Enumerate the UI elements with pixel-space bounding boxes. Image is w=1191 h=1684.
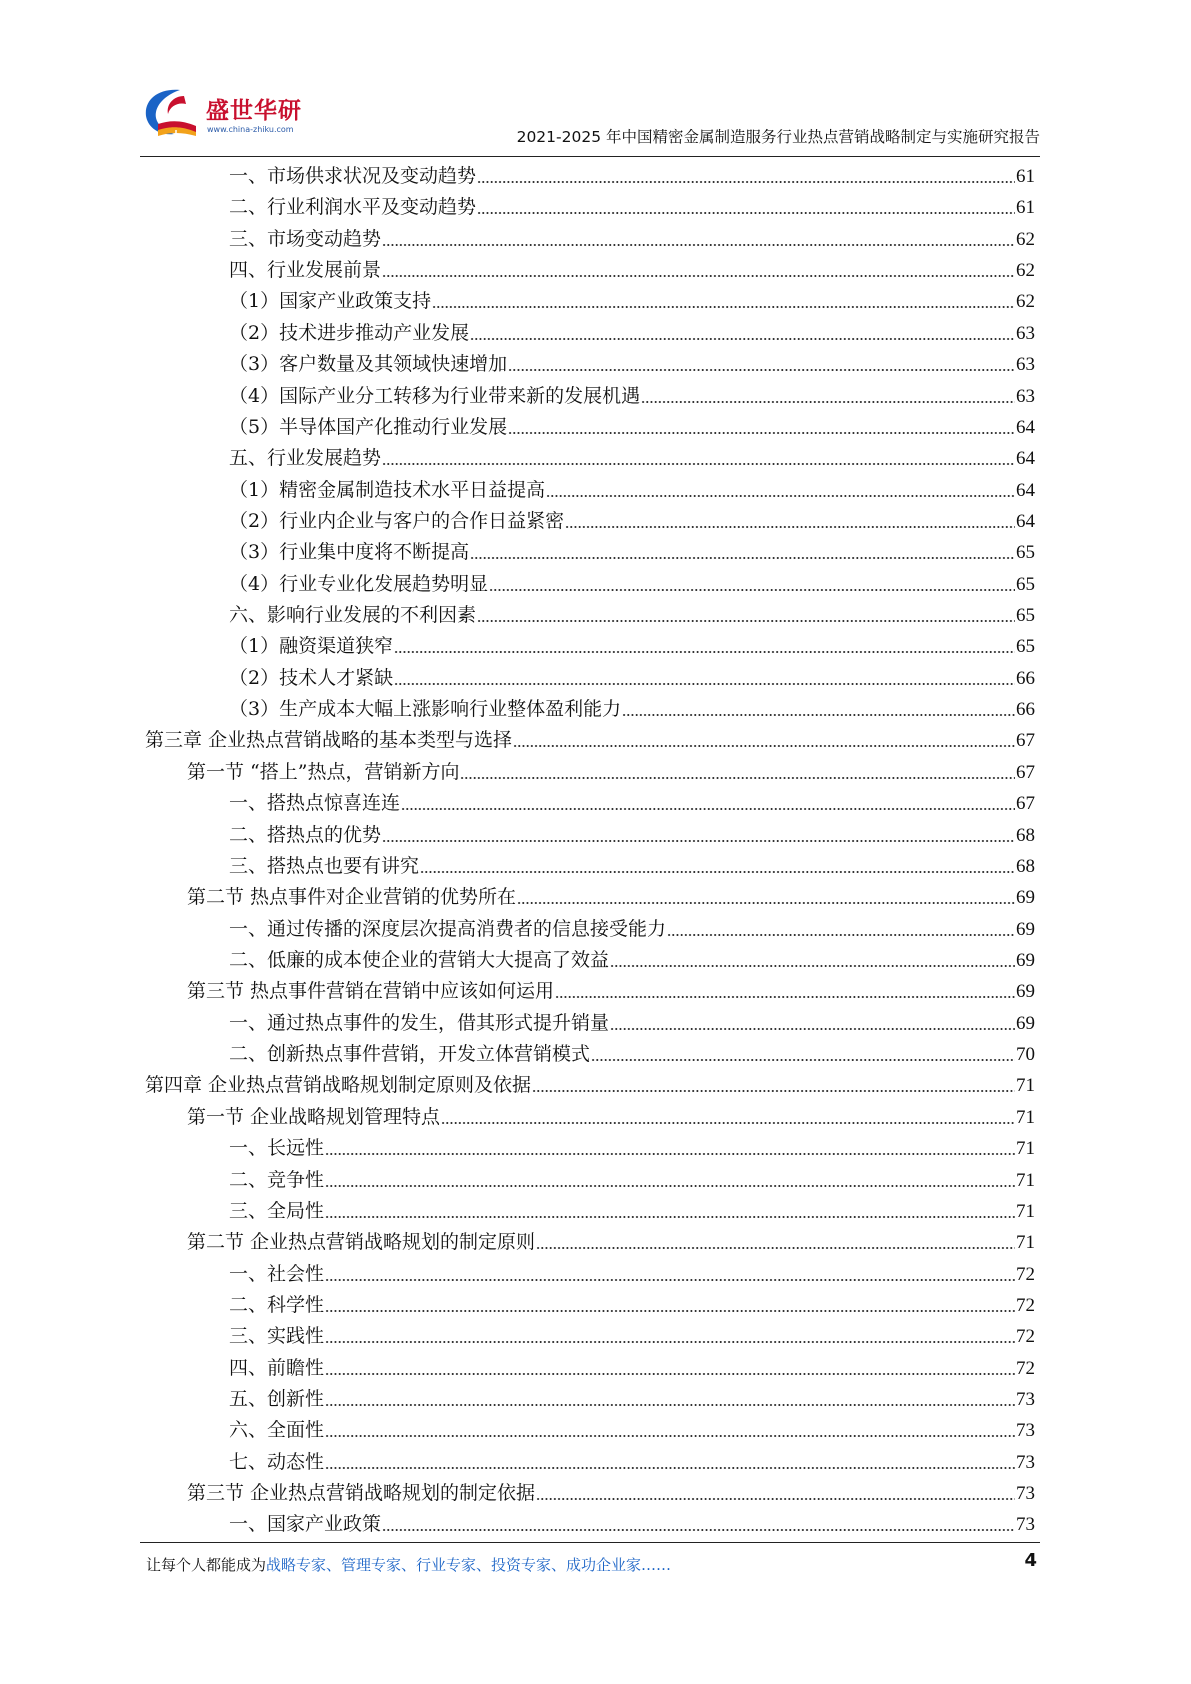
toc-entry[interactable] — [145, 1038, 1035, 1069]
toc-entry-page: 61 — [1016, 166, 1035, 187]
toc-leader-dots — [508, 350, 1015, 372]
toc-entry-label: 第二节 企业热点营销战略规划的制定原则 — [187, 1231, 536, 1254]
toc-entry-label: （1）国家产业政策支持 — [229, 290, 432, 313]
toc-leader-dots — [325, 1260, 1015, 1282]
toc-entry-label: 七、动态性 — [229, 1450, 325, 1473]
toc-entry[interactable] — [145, 1289, 1035, 1320]
company-logo — [140, 78, 310, 148]
toc-entry[interactable] — [145, 1132, 1035, 1163]
toc-entry-page: 69 — [1016, 1012, 1035, 1034]
toc-entry[interactable] — [145, 191, 1035, 222]
toc-entry-page: 62 — [1016, 291, 1035, 313]
toc-entry[interactable] — [145, 944, 1035, 975]
logo-name: 盛世华研 — [206, 98, 302, 124]
toc-entry[interactable] — [145, 819, 1035, 850]
toc-entry-label: （3）行业集中度将不断提高 — [229, 541, 470, 564]
toc-entry-label: 四、前瞻性 — [229, 1356, 325, 1379]
toc-entry[interactable] — [145, 285, 1035, 316]
toc-entry[interactable] — [145, 442, 1035, 473]
toc-entry[interactable] — [145, 662, 1035, 693]
toc-entry[interactable] — [145, 1446, 1035, 1477]
footer-slogan — [146, 1554, 671, 1575]
toc-entry[interactable] — [145, 411, 1035, 442]
toc-entry-label: 三、市场变动趋势 — [229, 227, 382, 250]
toc-leader-dots — [325, 1322, 1015, 1344]
toc-leader-dots — [382, 444, 1015, 466]
toc-entry-page: 65 — [1016, 605, 1035, 627]
toc-entry-page: 64 — [1016, 448, 1035, 470]
toc-leader-dots — [382, 821, 1015, 843]
toc-entry-label: （1）融资渠道狭窄 — [229, 635, 394, 658]
toc-leader-dots — [513, 726, 1015, 748]
toc-entry-page: 66 — [1016, 667, 1035, 689]
toc-leader-dots — [622, 695, 1015, 717]
toc-entry-page: 72 — [1016, 1326, 1035, 1348]
toc-leader-dots — [401, 789, 1015, 811]
toc-entry[interactable] — [145, 505, 1035, 536]
logo-emblem-icon — [140, 84, 204, 144]
toc-leader-dots — [477, 162, 1015, 184]
toc-entry-page: 73 — [1016, 1451, 1035, 1473]
toc-entry-label: 三、实践性 — [229, 1325, 325, 1348]
toc-entry[interactable] — [145, 474, 1035, 505]
toc-entry-label: （2）行业内企业与客户的合作日益紧密 — [229, 509, 565, 532]
toc-entry[interactable] — [145, 1101, 1035, 1132]
toc-entry[interactable] — [145, 599, 1035, 630]
page-number: 4 — [1024, 1550, 1037, 1571]
toc-entry-label: 二、竞争性 — [229, 1168, 325, 1191]
toc-entry[interactable] — [145, 348, 1035, 379]
toc-entry-label: 五、创新性 — [229, 1388, 325, 1411]
toc-entry-label: 第一节 企业战略规划管理特点 — [187, 1105, 441, 1128]
toc-entry-page: 69 — [1016, 949, 1035, 971]
toc-leader-dots — [667, 915, 1015, 937]
toc-entry[interactable] — [145, 1226, 1035, 1257]
toc-entry-page: 65 — [1016, 573, 1035, 595]
toc-entry-label: 一、通过传播的深度层次提高消费者的信息接受能力 — [229, 917, 667, 940]
toc-entry-label: 二、行业利润水平及变动趋势 — [229, 196, 477, 219]
toc-entry-page: 71 — [1016, 1232, 1035, 1254]
toc-entry-label: 第四章 企业热点营销战略规划制定原则及依据 — [145, 1074, 532, 1097]
toc-entry-page: 67 — [1016, 761, 1035, 783]
toc-entry-label: （2）技术人才紧缺 — [229, 666, 394, 689]
toc-entry-page: 73 — [1016, 1514, 1035, 1536]
toc-leader-dots — [489, 570, 1015, 592]
toc-entry-page: 69 — [1016, 918, 1035, 940]
toc-entry-page: 61 — [1016, 197, 1035, 219]
table-of-contents — [145, 160, 1035, 1540]
toc-leader-dots — [325, 1448, 1015, 1470]
toc-entry-label: 一、国家产业政策 — [229, 1513, 382, 1536]
toc-entry-label: （4）国际产业分工转移为行业带来新的发展机遇 — [229, 384, 641, 407]
toc-entry[interactable] — [145, 1383, 1035, 1414]
toc-entry[interactable] — [145, 160, 1035, 191]
toc-entry-page: 62 — [1016, 228, 1035, 250]
toc-entry[interactable] — [145, 1477, 1035, 1508]
toc-leader-dots — [394, 632, 1015, 654]
toc-leader-dots — [508, 413, 1015, 435]
toc-entry-page: 64 — [1016, 510, 1035, 532]
toc-leader-dots — [382, 256, 1015, 278]
toc-leader-dots — [325, 1385, 1015, 1407]
toc-leader-dots — [420, 852, 1015, 874]
toc-entry-page: 72 — [1016, 1263, 1035, 1285]
footer-slogan-prefix: 让每个人都能成为 — [146, 1556, 267, 1574]
toc-leader-dots — [610, 946, 1015, 968]
toc-entry[interactable] — [145, 1352, 1035, 1383]
toc-entry[interactable] — [145, 223, 1035, 254]
toc-leader-dots — [325, 1197, 1015, 1219]
footer-divider — [140, 1542, 1040, 1543]
toc-entry-label: （4）行业专业化发展趋势明显 — [229, 572, 489, 595]
toc-entry[interactable] — [145, 756, 1035, 787]
toc-entry-label: 一、长远性 — [229, 1137, 325, 1160]
toc-entry[interactable] — [145, 1320, 1035, 1351]
toc-entry[interactable] — [145, 850, 1035, 881]
toc-entry-page: 65 — [1016, 636, 1035, 658]
toc-entry[interactable] — [145, 1069, 1035, 1100]
toc-entry-label: （2）技术进步推动产业发展 — [229, 321, 470, 344]
toc-leader-dots — [517, 883, 1015, 905]
toc-entry[interactable] — [145, 1414, 1035, 1445]
toc-entry-page: 71 — [1016, 1138, 1035, 1160]
toc-leader-dots — [382, 1510, 1015, 1532]
toc-leader-dots — [394, 664, 1015, 686]
toc-entry-label: 二、搭热点的优势 — [229, 823, 382, 846]
toc-leader-dots — [565, 507, 1015, 529]
toc-entry-label: 三、搭热点也要有讲究 — [229, 854, 420, 877]
toc-entry-label: 二、低廉的成本使企业的营销大大提高了效益 — [229, 948, 610, 971]
toc-entry[interactable] — [145, 913, 1035, 944]
toc-leader-dots — [470, 319, 1015, 341]
toc-entry[interactable] — [145, 536, 1035, 567]
header-divider — [140, 156, 1040, 157]
toc-entry-page: 72 — [1016, 1357, 1035, 1379]
toc-leader-dots — [641, 382, 1015, 404]
toc-leader-dots — [460, 758, 1015, 780]
toc-leader-dots — [536, 1479, 1015, 1501]
toc-entry-page: 68 — [1016, 824, 1035, 846]
toc-entry-page: 71 — [1016, 1200, 1035, 1222]
toc-entry[interactable] — [145, 693, 1035, 724]
toc-entry-label: 一、通过热点事件的发生，借其形式提升销量 — [229, 1011, 610, 1034]
toc-entry[interactable] — [145, 317, 1035, 348]
toc-entry-label: 一、搭热点惊喜连连 — [229, 792, 401, 815]
footer-slogan-highlight: 战略专家、管理专家、行业专家、投资专家、成功企业家…… — [266, 1556, 672, 1574]
toc-entry-label: （3）客户数量及其领域快速增加 — [229, 353, 508, 376]
toc-entry-page: 63 — [1016, 385, 1035, 407]
toc-leader-dots — [477, 193, 1015, 215]
toc-entry-page: 71 — [1016, 1169, 1035, 1191]
toc-entry-label: 一、市场供求状况及变动趋势 — [229, 165, 477, 187]
toc-leader-dots — [546, 476, 1015, 498]
toc-leader-dots — [536, 1228, 1015, 1250]
page-header — [140, 78, 1040, 150]
toc-entry[interactable] — [145, 568, 1035, 599]
toc-entry-label: 第一节 “搭上”热点，营销新方向 — [187, 760, 460, 783]
toc-entry-label: 第三节 热点事件营销在营销中应该如何运用 — [187, 980, 555, 1003]
toc-entry-page: 63 — [1016, 354, 1035, 376]
toc-entry-page: 68 — [1016, 855, 1035, 877]
toc-entry[interactable] — [145, 724, 1035, 755]
toc-leader-dots — [382, 225, 1015, 247]
toc-entry[interactable] — [145, 380, 1035, 411]
toc-entry-page: 62 — [1016, 260, 1035, 282]
toc-entry[interactable] — [145, 881, 1035, 912]
toc-leader-dots — [441, 1103, 1015, 1125]
logo-url: www.china-zhiku.com — [207, 125, 294, 134]
toc-entry-page: 67 — [1016, 793, 1035, 815]
toc-entry-label: （3）生产成本大幅上涨影响行业整体盈利能力 — [229, 698, 622, 721]
toc-leader-dots — [591, 1040, 1015, 1062]
toc-entry-page: 63 — [1016, 322, 1035, 344]
toc-entry[interactable] — [145, 975, 1035, 1006]
toc-entry-page: 67 — [1016, 730, 1035, 752]
toc-entry-page: 69 — [1016, 887, 1035, 909]
toc-leader-dots — [555, 977, 1015, 999]
toc-entry[interactable] — [145, 1164, 1035, 1195]
toc-entry[interactable] — [145, 630, 1035, 661]
toc-leader-dots — [325, 1134, 1015, 1156]
toc-entry-page: 73 — [1016, 1389, 1035, 1411]
toc-entry-page: 73 — [1016, 1483, 1035, 1505]
toc-entry[interactable] — [145, 254, 1035, 285]
toc-leader-dots — [325, 1291, 1015, 1313]
toc-leader-dots — [325, 1166, 1015, 1188]
toc-entry-page: 66 — [1016, 699, 1035, 721]
toc-entry-page: 64 — [1016, 479, 1035, 501]
toc-entry-label: 三、全局性 — [229, 1199, 325, 1222]
toc-leader-dots — [325, 1354, 1015, 1376]
toc-entry-page: 69 — [1016, 981, 1035, 1003]
toc-leader-dots — [432, 287, 1015, 309]
toc-entry-page: 64 — [1016, 416, 1035, 438]
toc-entry-label: 第三章 企业热点营销战略的基本类型与选择 — [145, 729, 513, 752]
toc-entry-label: 五、行业发展趋势 — [229, 447, 382, 470]
toc-entry[interactable] — [145, 1258, 1035, 1289]
toc-leader-dots — [477, 601, 1015, 623]
toc-entry-page: 65 — [1016, 542, 1035, 564]
toc-entry-label: 二、创新热点事件营销，开发立体营销模式 — [229, 1043, 591, 1066]
toc-entry[interactable] — [145, 1508, 1035, 1539]
toc-leader-dots — [610, 1009, 1015, 1031]
toc-entry-label: 二、科学性 — [229, 1293, 325, 1316]
toc-entry[interactable] — [145, 787, 1035, 818]
toc-entry-page: 70 — [1016, 1044, 1035, 1066]
toc-entry-page: 72 — [1016, 1294, 1035, 1316]
toc-entry-label: 四、行业发展前景 — [229, 259, 382, 282]
toc-entry-label: 六、影响行业发展的不利因素 — [229, 604, 477, 627]
toc-entry-page: 71 — [1016, 1075, 1035, 1097]
toc-leader-dots — [470, 538, 1015, 560]
toc-entry[interactable] — [145, 1007, 1035, 1038]
toc-entry-label: 六、全面性 — [229, 1419, 325, 1442]
toc-entry-page: 71 — [1016, 1106, 1035, 1128]
toc-entry[interactable] — [145, 1195, 1035, 1226]
toc-entry-label: （1）精密金属制造技术水平日益提高 — [229, 478, 546, 501]
toc-entry-page: 73 — [1016, 1420, 1035, 1442]
toc-entry-label: 一、社会性 — [229, 1262, 325, 1285]
toc-leader-dots — [325, 1416, 1015, 1438]
toc-entry-label: 第三节 企业热点营销战略规划的制定依据 — [187, 1482, 536, 1505]
report-title: 2021-2025 年中国精密金属制造服务行业热点营销战略制定与实施研究报告 — [516, 128, 1040, 146]
toc-leader-dots — [532, 1071, 1015, 1093]
toc-entry-label: 第二节 热点事件对企业营销的优势所在 — [187, 886, 517, 909]
toc-entry-label: （5）半导体国产化推动行业发展 — [229, 415, 508, 438]
